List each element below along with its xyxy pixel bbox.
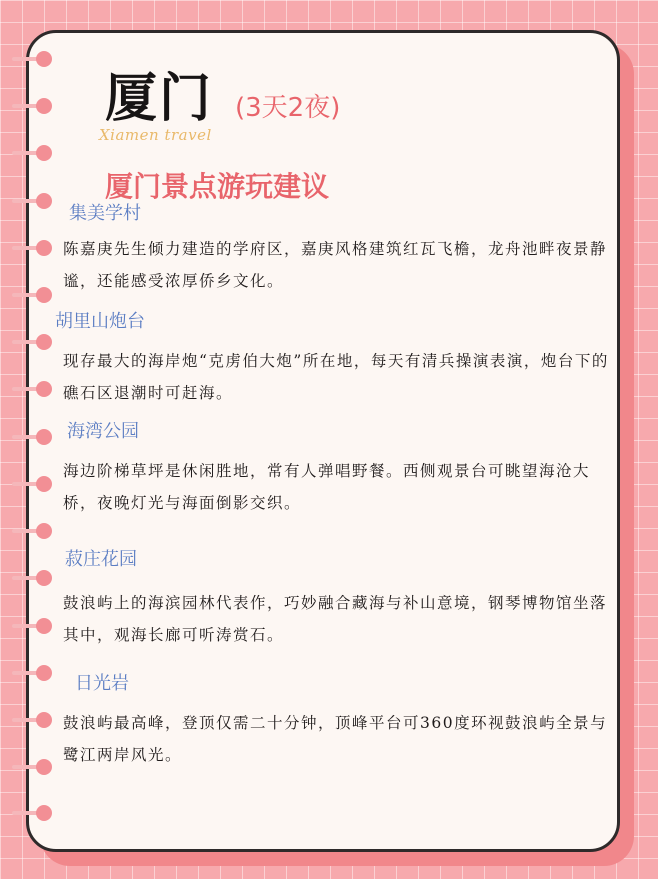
binding-wire bbox=[12, 199, 38, 203]
spot-desc-jimei: 陈嘉庚先生倾力建造的学府区，嘉庚风格建筑红瓦飞檐，龙舟池畔夜景静谧，还能感受浓厚侨乡文化。 bbox=[63, 240, 608, 290]
binding-wire bbox=[12, 576, 38, 580]
binding-hole bbox=[36, 334, 52, 350]
binding-hole bbox=[36, 51, 52, 67]
binding-hole bbox=[36, 145, 52, 161]
binding-ring bbox=[12, 146, 52, 160]
binding-wire bbox=[12, 718, 38, 722]
binding-wire bbox=[12, 482, 38, 486]
section-title: 厦门景点游玩建议 bbox=[105, 170, 330, 203]
spot-name-jimei: 集美学村 bbox=[69, 203, 141, 224]
script-caption: Xiamen travel bbox=[99, 126, 212, 144]
binding-ring bbox=[12, 241, 52, 255]
binding-ring bbox=[12, 477, 52, 491]
spot-desc-shuzhuang: 鼓浪屿上的海滨园林代表作，巧妙融合藏海与补山意境，钢琴博物馆坐落其中，观海长廊可听涛赏石。 bbox=[63, 594, 608, 644]
binding-ring bbox=[12, 288, 52, 302]
binding-ring bbox=[12, 99, 52, 113]
binding-hole bbox=[36, 98, 52, 114]
binding-hole bbox=[36, 240, 52, 256]
binding-ring bbox=[12, 713, 52, 727]
binding-ring bbox=[12, 52, 52, 66]
binding-hole bbox=[36, 759, 52, 775]
spot-name-hulishan: 胡里山炮台 bbox=[55, 311, 145, 332]
binding-wire bbox=[12, 104, 38, 108]
binding-wire bbox=[12, 340, 38, 344]
binding-hole bbox=[36, 712, 52, 728]
binding-wire bbox=[12, 435, 38, 439]
binding-wire bbox=[12, 624, 38, 628]
binding-wire bbox=[12, 151, 38, 155]
binding-hole bbox=[36, 665, 52, 681]
binding-wire bbox=[12, 765, 38, 769]
binding-hole bbox=[36, 523, 52, 539]
spot-name-shuzhuang: 菽庄花园 bbox=[65, 549, 137, 570]
spot-desc-riguangyan: 鼓浪屿最高峰，登顶仅需二十分钟，顶峰平台可360度环视鼓浪屿全景与鹭江两岸风光。 bbox=[63, 714, 608, 764]
binding-ring bbox=[12, 194, 52, 208]
binding-wire bbox=[12, 246, 38, 250]
binding-ring bbox=[12, 666, 52, 680]
binding-hole bbox=[36, 287, 52, 303]
binding-wire bbox=[12, 811, 38, 815]
binding-hole bbox=[36, 193, 52, 209]
trip-duration: (3天2夜) bbox=[235, 93, 341, 123]
binding-hole bbox=[36, 381, 52, 397]
binding-ring bbox=[12, 571, 52, 585]
binding-ring bbox=[12, 335, 52, 349]
spot-desc-haiwan: 海边阶梯草坪是休闲胜地，常有人弹唱野餐。西侧观景台可眺望海沧大桥，夜晚灯光与海面倒影交织。 bbox=[63, 462, 591, 512]
spot-name-haiwan: 海湾公园 bbox=[67, 421, 139, 442]
page-title: 厦门 bbox=[105, 69, 214, 129]
binding-ring bbox=[12, 619, 52, 633]
binding-ring bbox=[12, 806, 52, 820]
binding-wire bbox=[12, 529, 38, 533]
binding-wire bbox=[12, 293, 38, 297]
binding-hole bbox=[36, 429, 52, 445]
binding-wire bbox=[12, 671, 38, 675]
binding-hole bbox=[36, 570, 52, 586]
binding-hole bbox=[36, 618, 52, 634]
binding-ring bbox=[12, 382, 52, 396]
binding-ring bbox=[12, 760, 52, 774]
binding-hole bbox=[36, 476, 52, 492]
binding-ring bbox=[12, 430, 52, 444]
binding-wire bbox=[12, 57, 38, 61]
binding-wire bbox=[12, 387, 38, 391]
spot-desc-hulishan: 现存最大的海岸炮“克虏伯大炮”所在地，每天有清兵操演表演，炮台下的礁石区退潮时可赶海。 bbox=[63, 352, 609, 402]
notebook-page bbox=[26, 30, 620, 852]
binding-hole bbox=[36, 805, 52, 821]
binding-ring bbox=[12, 524, 52, 538]
spot-name-riguangyan: 日光岩 bbox=[75, 673, 129, 694]
